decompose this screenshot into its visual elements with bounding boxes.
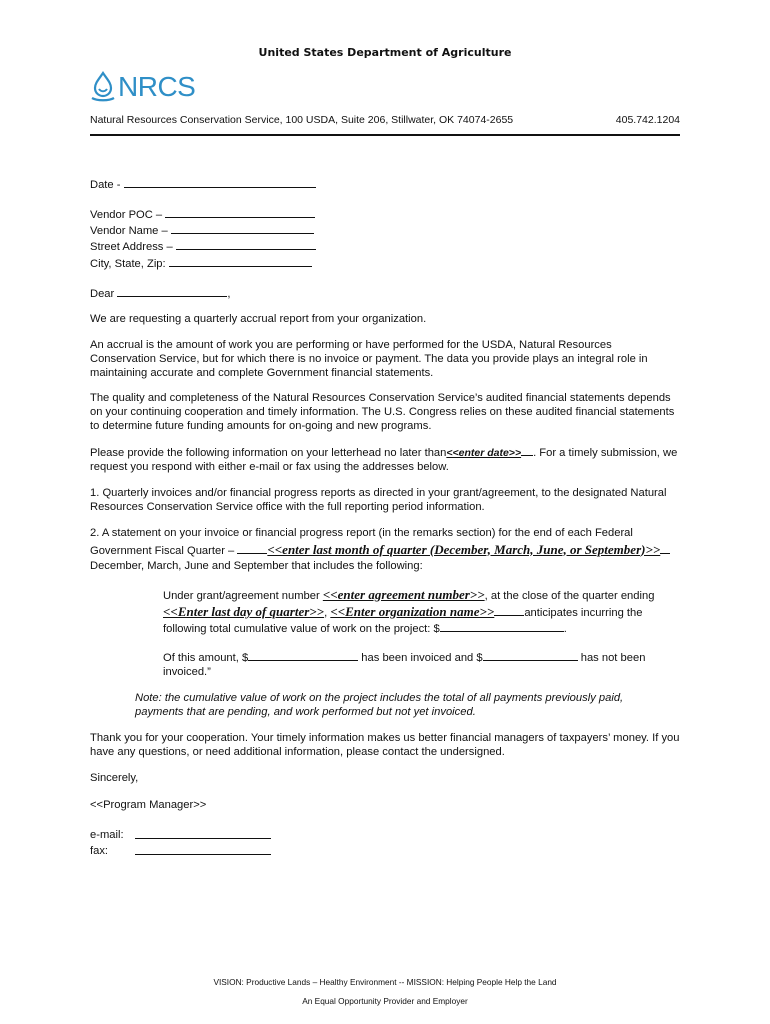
fax-field[interactable]: [135, 843, 271, 855]
paragraph-quality: The quality and completeness of the Natural Resources Conservation Service’s audited financial statements depends on your continuing cooperation and timely information. The U.S. Congress relies on these audited financial statements to determine future funding amounts for on-going and new programs.: [90, 392, 675, 432]
cumulative-note: Note: the cumulative value of work on the project includes the total of all payments previously paid, payments that are pending, and work performed but not yet invoiced.: [135, 692, 624, 718]
statement-text-d: anticipates incurring the following total cumulative value of work on the project: $: [163, 607, 643, 635]
deadline-text-2: . For a timely submission, we request you respond with either e-mail or fax using the addresses below.: [90, 447, 678, 473]
agency-title: United States Department of Agriculture: [258, 46, 512, 59]
street-label: Street Address –: [90, 241, 176, 253]
dear-label: Dear: [90, 288, 118, 300]
street-field[interactable]: [176, 238, 316, 250]
enter-quarter-placeholder[interactable]: <<enter last month of quarter (December, March, June, or September)>>: [267, 541, 661, 557]
nrcs-logo: [90, 70, 196, 104]
footer-eeo: An Equal Opportunity Provider and Employer: [302, 996, 468, 1006]
quarter-fill: [237, 543, 267, 554]
item-2-months: December, March, June and September that includes the following:: [90, 560, 423, 572]
vendor-name-label: Vendor Name –: [90, 225, 171, 237]
dear-suffix: ,: [227, 288, 231, 300]
email-field[interactable]: [135, 827, 271, 839]
street-line: [90, 238, 316, 254]
header-divider: [90, 134, 680, 136]
paragraph-item-1: 1. Quarterly invoices and/or financial progress reports as directed in your grant/agreement, to the designated Natural Resources Conservation Service office with the full reporting period information.: [90, 487, 667, 513]
enter-organization-placeholder[interactable]: <<Enter organization name>>: [330, 604, 495, 619]
enter-date-placeholder[interactable]: <<enter date>>: [446, 447, 522, 459]
statement-text-c: ,: [324, 607, 331, 619]
paragraph-accrual-definition: An accrual is the amount of work you are performing or have performed for the USDA, Natural Resources Conservation Service, but for which there is no invoice or payment. The data you provide plays an integral role in maintaining accurate and complete Government financial statements.: [90, 339, 648, 379]
invoiced-text-a: Of this amount, $: [163, 652, 249, 664]
water-drop-icon: [90, 70, 118, 104]
org-fill: [494, 605, 524, 616]
enter-last-day-placeholder[interactable]: <<Enter last day of quarter>>: [163, 604, 325, 619]
statement-text-b: , at the close of the quarter ending: [484, 590, 655, 602]
vendor-name-line: [90, 222, 314, 238]
quarter-fill-2: [660, 543, 670, 554]
vendor-poc-label: Vendor POC –: [90, 209, 166, 221]
date-label: Date -: [90, 179, 124, 191]
city-line: [90, 255, 312, 271]
email-label: e-mail:: [90, 829, 124, 841]
deadline-text: Please provide the following information on your letterhead no later than: [90, 447, 447, 459]
office-address: Natural Resources Conservation Service, 100 USDA, Suite 206, Stillwater, OK 74074-2655: [90, 114, 514, 126]
paragraph-item-2: [90, 526, 680, 575]
indented-invoiced: [163, 650, 673, 679]
signer-placeholder: <<Program Manager>>: [90, 799, 207, 811]
statement-text-e: .: [563, 623, 567, 635]
enter-agreement-placeholder[interactable]: <<enter agreement number>>: [322, 587, 485, 602]
cumulative-value-field[interactable]: [440, 621, 564, 632]
invoiced-text-c: has not been invoiced.”: [163, 652, 646, 678]
date-field[interactable]: [124, 176, 316, 188]
vendor-name-field[interactable]: [171, 222, 314, 234]
logo-text: NRCS: [118, 71, 196, 102]
invoiced-text-b: has been invoiced and $: [358, 652, 483, 664]
indented-statement: [163, 587, 673, 637]
vendor-poc-field[interactable]: [165, 206, 315, 218]
salutation-line: [90, 285, 230, 301]
office-phone: 405.742.1204: [615, 114, 680, 126]
statement-text-a: Under grant/agreement number: [163, 590, 323, 602]
closing: Sincerely,: [90, 772, 139, 784]
paragraph-request: We are requesting a quarterly accrual report from your organization.: [90, 313, 427, 325]
not-invoiced-amount-field[interactable]: [483, 650, 578, 661]
city-label: City, State, Zip:: [90, 258, 169, 270]
city-field[interactable]: [169, 255, 312, 267]
item-2-text: 2. A statement on your invoice or financial progress report (in the remarks section) for the end of each Federal Government Fiscal Quarter –: [90, 527, 633, 557]
dear-field[interactable]: [117, 285, 227, 297]
paragraph-thanks: Thank you for your cooperation. Your timely information makes us better financial managers of taxpayers’ money. If you have any questions, or need additional information, please contact the undersigned.: [90, 732, 680, 758]
footer-vision: VISION: Productive Lands – Healthy Environment -- MISSION: Helping People Help the Land: [213, 977, 557, 987]
invoiced-amount-field[interactable]: [248, 650, 358, 661]
fax-label: fax:: [90, 845, 109, 857]
paragraph-deadline: [90, 445, 680, 474]
vendor-poc-line: [90, 206, 315, 222]
date-fill: [521, 445, 533, 456]
date-line: [90, 176, 316, 192]
